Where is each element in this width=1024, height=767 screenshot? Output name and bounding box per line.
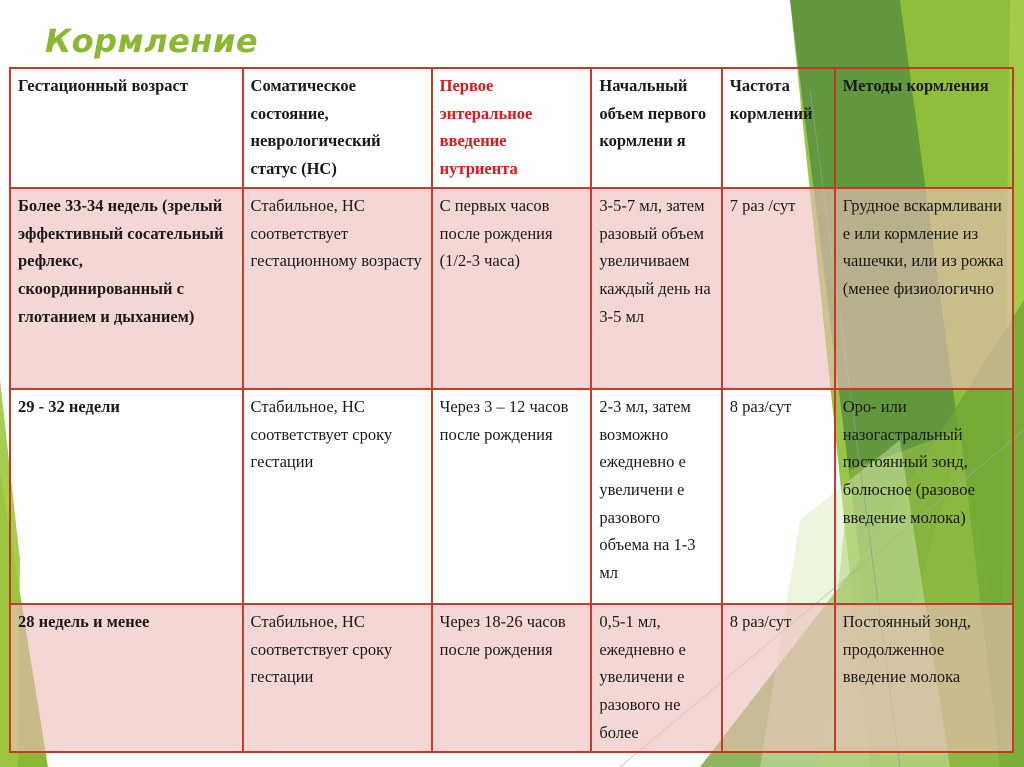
cell-frequency: 8 раз/сут: [722, 604, 835, 752]
cell-method: Постоянный зонд, продолженное введение молока: [835, 604, 1013, 752]
cell-first-feeding: Через 18-26 часов после рождения: [432, 604, 592, 752]
header-frequency: Частота кормлений: [722, 68, 835, 188]
table-row: [10, 389, 1013, 604]
header-feeding-methods: Методы кормления: [835, 68, 1013, 188]
cell-first-feeding: С первых часов после рождения (1/2-3 часа): [432, 188, 592, 389]
cell-age: Более 33-34 недель (зрелый эффективный сосательный рефлекс, скоординированный с глотанием и дыханием): [10, 188, 243, 389]
cell-method: Оро- или назогастральный постоянный зонд, болюсное (разовое введение молока): [835, 389, 1013, 604]
header-initial-volume: Начальный объем первого кормлени я: [591, 68, 721, 188]
cell-status: Стабильное, НС соответствует сроку гестации: [243, 604, 432, 752]
header-first-enteral-feeding: Первое энтеральное введение нутриента: [432, 68, 592, 188]
feeding-table: [9, 67, 1014, 753]
cell-age: 28 недель и менее: [10, 604, 243, 752]
slide-title: Кормление: [45, 22, 259, 60]
cell-frequency: 8 раз/сут: [722, 389, 835, 604]
header-gestational-age: Гестационный возраст: [10, 68, 243, 188]
cell-status: Стабильное, НС соответствует гестационному возрасту: [243, 188, 432, 389]
cell-first-feeding: Через 3 – 12 часов после рождения: [432, 389, 592, 604]
cell-status: Стабильное, НС соответствует сроку гестации: [243, 389, 432, 604]
cell-initial-volume: 2-3 мл, затем возможно ежедневно е увеличени е разового объема на 1-3 мл: [591, 389, 721, 604]
table-header-row: [10, 68, 1013, 188]
cell-initial-volume: 3-5-7 мл, затем разовый объем увеличиваем каждый день на 3-5 мл: [591, 188, 721, 389]
cell-method: Грудное вскармливани е или кормление из чашечки, или из рожка (менее физиологично: [835, 188, 1013, 389]
table-row: [10, 604, 1013, 752]
cell-initial-volume: 0,5-1 мл, ежедневно е увеличени е разового не более: [591, 604, 721, 752]
table-row: [10, 188, 1013, 389]
header-somatic-status: Соматическое состояние, неврологический статус (НС): [243, 68, 432, 188]
cell-frequency: 7 раз /сут: [722, 188, 835, 389]
cell-age: 29 - 32 недели: [10, 389, 243, 604]
